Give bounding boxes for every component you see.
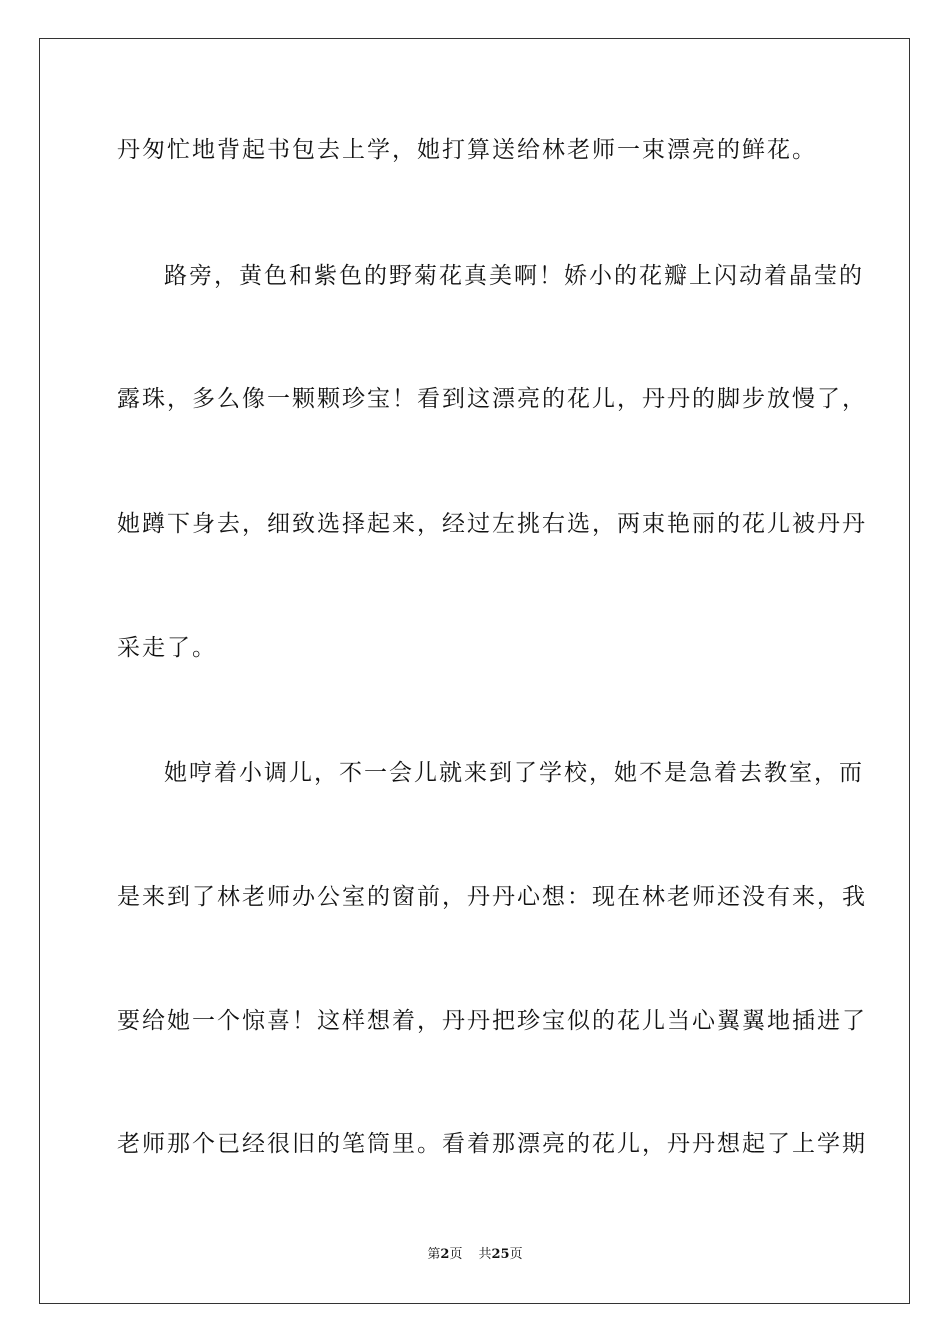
paragraph-line: 她哼着小调儿，不一会儿就来到了学校，她不是急着去教室，而: [164, 760, 864, 786]
paragraph-line: 采走了。: [117, 635, 217, 661]
footer-page-number: 2: [440, 1247, 450, 1262]
footer-page-prefix: 第: [427, 1247, 441, 1262]
footer-total-suffix: 页: [509, 1247, 523, 1262]
page-border: [39, 38, 910, 1304]
footer-page-suffix: 页: [449, 1247, 463, 1262]
paragraph-line: 是来到了林老师办公室的窗前，丹丹心想：现在林老师还没有来，我: [117, 884, 867, 910]
paragraph-line: 老师那个已经很旧的笔筒里。看着那漂亮的花儿，丹丹想起了上学期: [117, 1131, 867, 1157]
paragraph-line: 路旁，黄色和紫色的野菊花真美啊！娇小的花瓣上闪动着晶莹的: [164, 263, 864, 289]
footer-total-pages: 25: [491, 1247, 510, 1262]
paragraph-line: 她蹲下身去，细致选择起来，经过左挑右选，两束艳丽的花儿被丹丹: [117, 511, 867, 537]
page-footer: [0, 1246, 950, 1264]
paragraph-line: 丹匆忙地背起书包去上学，她打算送给林老师一束漂亮的鲜花。: [117, 137, 817, 163]
paragraph-line: 露珠，多么像一颗颗珍宝！看到这漂亮的花儿，丹丹的脚步放慢了，: [117, 386, 867, 412]
footer-total-prefix: 共: [478, 1247, 492, 1262]
paragraph-line: 要给她一个惊喜！这样想着，丹丹把珍宝似的花儿当心翼翼地插进了: [117, 1008, 867, 1034]
